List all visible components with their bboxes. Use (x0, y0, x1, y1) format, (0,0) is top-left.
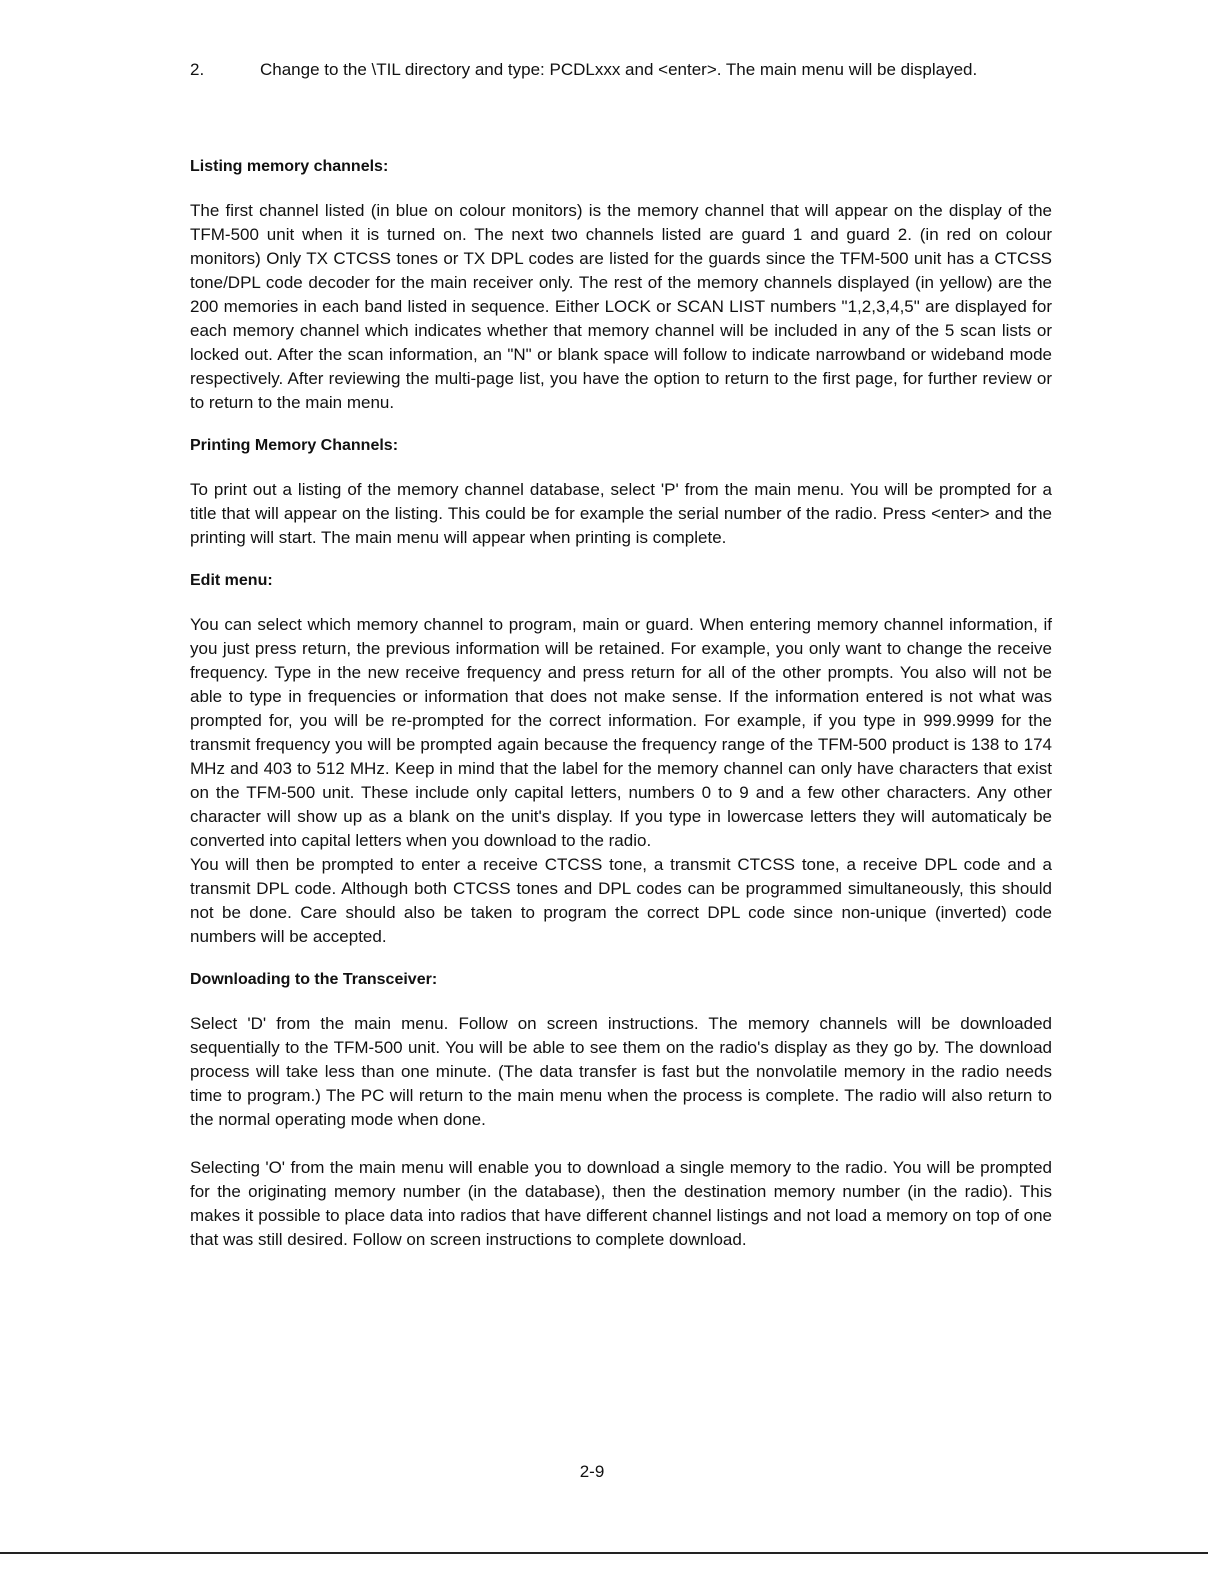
paragraph: You will then be prompted to enter a receive CTCSS tone, a transmit CTCSS tone, a receive DPL code and a transmit DPL code. Although both CTCSS tones and DPL codes can be programmed simultaneously, this should not be done. Care should also be taken to program the correct DPL code since non-unique (inverted) code numbers will be accepted. (190, 855, 1052, 946)
paragraph: To print out a listing of the memory channel database, select 'P' from the main menu. You will be prompted for a title that will appear on the listing. This could be for example the serial number of the radio. Press <enter> and the printing will start. The main menu will appear when printing is complete. (190, 480, 1052, 547)
paragraph: Select 'D' from the main menu. Follow on screen instructions. The memory channels will be downloaded sequentially to the TFM-500 unit. You will be able to see them on the radio's display as they go by. The download process will take less than one minute. (The data transfer is fast but the nonvolatile memory in the radio needs time to program.) The PC will return to the main menu when the process is complete. The radio will also return to the normal operating mode when done. (190, 1014, 1052, 1129)
paragraph: Selecting 'O' from the main menu will enable you to download a single memory to the radio. You will be prompted for the originating memory number (in the database), then the destination memory number (in the radio). This makes it possible to place data into radios that have different channel listings and not load a memory on top of one that was still desired. Follow on screen instructions to complete download. (190, 1158, 1052, 1249)
section-heading: Printing Memory Channels: (190, 437, 399, 454)
section-printing-memory-channels (190, 435, 1052, 550)
footer-rule (0, 1552, 1208, 1554)
section-heading: Edit menu: (190, 572, 273, 589)
document-body (190, 156, 1052, 1252)
step-text: Change to the \TIL directory and type: PCDLxxx and <enter>. The main menu will be displayed. (260, 60, 978, 79)
section-edit-menu (190, 570, 1052, 949)
section-heading: Downloading to the Transceiver: (190, 971, 438, 988)
section-downloading-to-transceiver (190, 969, 1052, 1252)
page-number: 2-9 (579, 1462, 605, 1481)
paragraph: You can select which memory channel to program, main or guard. When entering memory channel information, if you just press return, the previous information will be retained. For example, you only want to change the receive frequency. Type in the new receive frequency and press return for all of the other prompts. You also will not be able to type in frequencies or information that does not make sense. If the information entered is not what was prompted for, you will be re-prompted for the correct information. For example, if you type in 999.9999 for the transmit frequency you will be prompted again because the frequency range of the TFM-500 product is 138 to 174 MHz and 403 to 512 MHz. Keep in mind that the label for the memory channel can only have characters that exist on the TFM-500 unit. These include only capital letters, numbers 0 to 9 and a few other characters. Any other character will show up as a blank on the unit's display. If you type in lowercase letters they will automaticaly be converted into capital letters when you download to the radio. (190, 615, 1052, 850)
section-listing-memory-channels (190, 156, 1052, 415)
section-heading: Listing memory channels: (190, 158, 389, 175)
paragraph: The first channel listed (in blue on colour monitors) is the memory channel that will appear on the display of the TFM-500 unit when it is turned on. The next two channels listed are guard 1 and guard 2. (in red on colour monitors) Only TX CTCSS tones or TX DPL codes are listed for the guards since the TFM-500 unit has a CTCSS tone/DPL code decoder for the main receiver only. The rest of the memory channels displayed (in yellow) are the 200 memories in each band listed in sequence. Either LOCK or SCAN LIST numbers "1,2,3,4,5" are displayed for each memory channel which indicates whether that memory channel will be included in any of the 5 scan lists or locked out. After the scan information, an "N" or blank space will follow to indicate narrowband or wideband mode respectively. After reviewing the multi-page list, you have the option to return to the first page, for further review or to return to the main menu. (190, 201, 1052, 412)
step-number: 2. (190, 60, 205, 79)
